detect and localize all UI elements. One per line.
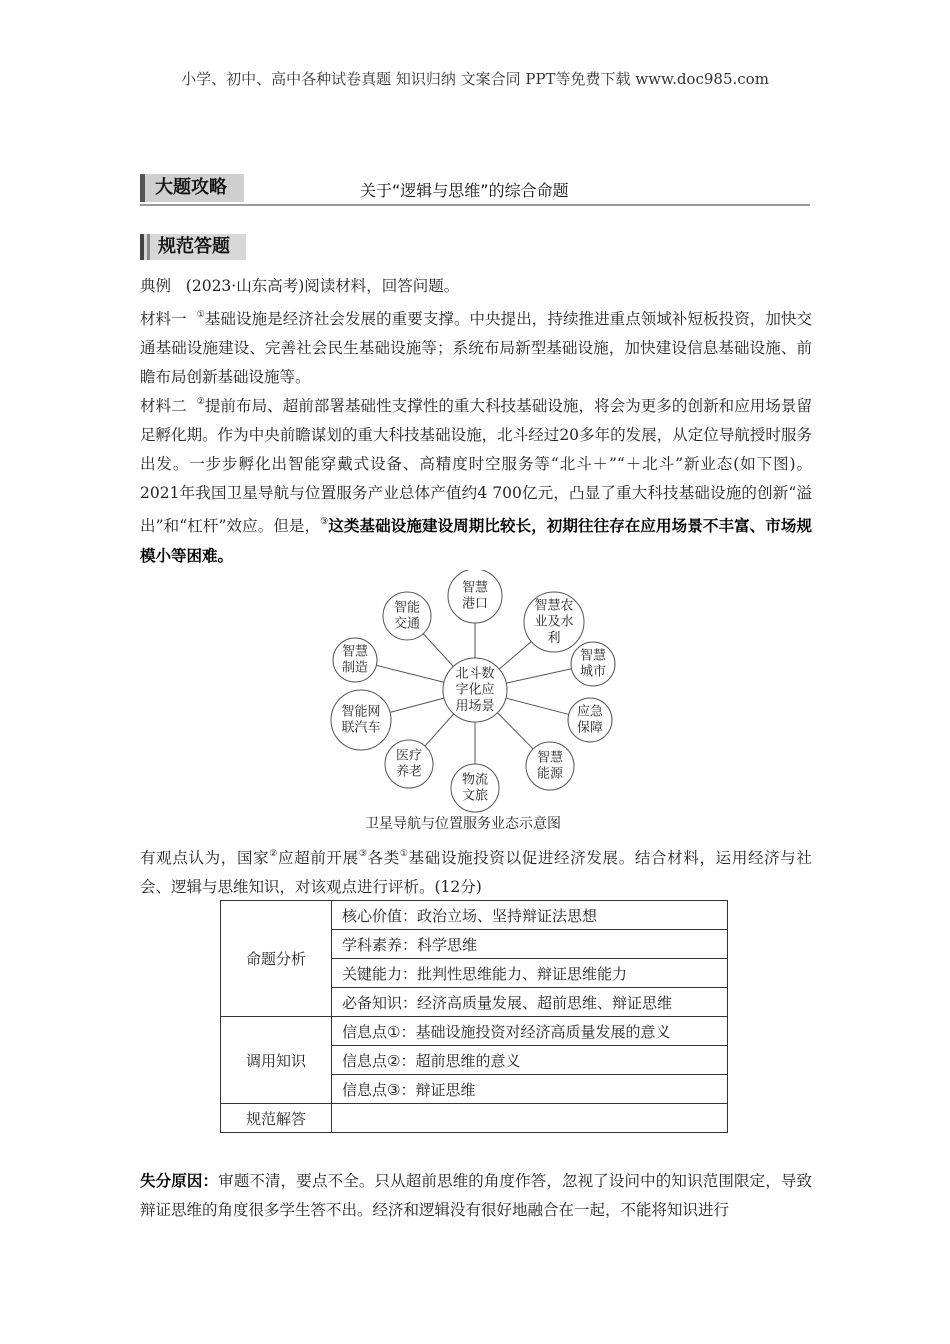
table-cell: [332, 1104, 728, 1133]
beidou-diagram: [325, 570, 625, 840]
diagram-node-label: 联汽车: [341, 720, 381, 736]
diagram-node-label: 利: [547, 630, 561, 646]
diagram-node-label: 港口: [461, 596, 489, 612]
diagram-node-label: 保障: [576, 720, 604, 736]
diagram-node: [333, 638, 377, 682]
category-cell: 命题分析: [221, 901, 332, 1017]
question-part-3: 各类: [367, 849, 400, 867]
table-cell: 核心价值：政治立场、坚持辩证法思想: [332, 901, 728, 930]
diagram-node-label: 智慧: [579, 648, 607, 664]
diagram-spoke: [506, 669, 571, 683]
material-two-text-2: 这类基础设施建设周期比较长，初期往往存在应用场景不丰富、市场规模小等困难。: [140, 516, 812, 565]
table-cell: 必备知识：经济高质量发展、超前思维、辩证思维: [332, 988, 728, 1017]
question-part-4: 基础设施投资以促进经济发展。结合材料，运用经济与社会、逻辑与思维知识，对该观点进行评析。(12分): [140, 849, 812, 896]
question-part-1: 有观点认为，国家: [140, 849, 270, 867]
failure-analysis: [140, 1166, 812, 1225]
mark-1: ①: [196, 310, 205, 320]
diagram-spoke: [425, 714, 454, 746]
diagram-spoke: [497, 713, 533, 749]
diagram-spoke: [390, 698, 444, 712]
diagram-node: [571, 642, 615, 686]
diagram-node-label: 智能: [393, 600, 421, 616]
category-cell: 规范解答: [221, 1104, 332, 1133]
subsection-header: [140, 234, 246, 260]
diagram-center: [443, 658, 507, 722]
table-row: [221, 1017, 728, 1046]
subsection-title: 规范答题: [158, 236, 230, 257]
question: [140, 840, 812, 902]
diagram-node: [448, 570, 502, 623]
diagram-node-label: 用场景: [455, 698, 495, 714]
diagram-node: [451, 764, 499, 812]
table-cell: 关键能力：批判性思维能力、辩证思维能力: [332, 959, 728, 988]
question-mark-2: ②: [269, 849, 279, 859]
material-two-text-1: 提前布局、超前部署基础性支撑性的重大科技基础设施，将会为更多的创新和应用场景留足孵化期。作为中央前瞻谋划的重大科技基础设施，北斗经过20多年的发展，从定位导航授时服务出发。一步步孵化出智能穿戴式设备、高精度时空服务等“北斗＋”“＋北斗”新业态(如下图)。2021年我国卫星导航与位置服务产业总体产值约4 700亿元，凸显了重大科技基础设施的创新“溢出”和“杠杆”效应。但是，: [140, 397, 812, 535]
diagram-node-label: 智能网: [341, 704, 381, 720]
diagram-node-label: 北斗数: [455, 666, 495, 682]
section-tag: 大题攻略: [140, 174, 244, 202]
material-one-label: 材料一: [140, 310, 187, 328]
diagram-node-label: 能源: [536, 766, 564, 782]
section-header: [140, 174, 810, 206]
mark-2: ②: [196, 397, 205, 407]
diagram-node-label: 物流: [461, 772, 489, 788]
material-one: [140, 301, 812, 392]
diagram-node-label: 智慧: [341, 644, 369, 660]
table-cell: 学科素养：科学思维: [332, 930, 728, 959]
table-cell: 信息点②：超前思维的意义: [332, 1046, 728, 1075]
example-line: [140, 272, 812, 301]
diagram-node-label: 智慧农: [534, 598, 574, 614]
analysis-table: [220, 900, 728, 1133]
diagram-node: [526, 742, 574, 790]
diagram-node: [524, 592, 584, 652]
mark-3: ③: [320, 517, 329, 527]
diagram-node-label: 养老: [395, 764, 423, 780]
question-mark-1: ①: [399, 849, 409, 859]
diagram-node-label: 应急: [576, 704, 604, 720]
material-two: [140, 388, 812, 571]
table-row: [221, 901, 728, 930]
diagram-node-label: 医疗: [395, 748, 423, 764]
diagram-node-label: 文旅: [461, 788, 489, 804]
question-mark-3: ③: [358, 849, 368, 859]
diagram-spoke: [376, 665, 444, 682]
material-two-label: 材料二: [140, 397, 187, 415]
failure-label: 失分原因：: [140, 1171, 219, 1190]
diagram-nodes: [331, 570, 615, 812]
table-cell: 信息点③：辩证思维: [332, 1075, 728, 1104]
failure-text: 审题不清，要点不全。只从超前思维的角度作答，忽视了设问中的知识范围限定，导致辩证思维的角度很多学生答不出。经济和逻辑没有很好地融合在一起，不能将知识进行: [140, 1172, 812, 1219]
example-source: (2023·山东高考)阅读材料，回答问题。: [185, 277, 460, 295]
diagram-node: [331, 690, 391, 750]
question-part-2: 应超前开展: [278, 849, 359, 867]
diagram-node: [383, 592, 431, 640]
diagram-node: [385, 740, 433, 788]
diagram-node-label: 智慧: [461, 580, 489, 596]
diagram-spoke: [506, 698, 569, 714]
diagram-node: [568, 698, 612, 742]
category-cell: 调用知识: [221, 1017, 332, 1104]
diagram-node-label: 智慧: [536, 750, 564, 766]
section-title: 关于“逻辑与思维”的综合命题: [360, 181, 569, 200]
diagram-node-label: 字化应: [455, 682, 495, 698]
diagram-node-label: 交通: [393, 616, 421, 632]
table-row: [221, 1104, 728, 1133]
diagram-node-label: 业及水: [534, 614, 574, 630]
example-label: 典例: [140, 277, 172, 295]
diagram-spoke: [499, 642, 531, 670]
material-one-text: 基础设施是经济社会发展的重要支撑。中央提出，持续推进重点领域补短板投资，加快交通基础设施建设、完善社会民生基础设施等；系统布局新型基础设施，加快建设信息基础设施、前瞻布局创新基础设施等。: [140, 310, 812, 386]
diagram-node-label: 城市: [579, 664, 607, 680]
diagram-node-label: 制造: [341, 660, 369, 676]
page-header: 小学、初中、高中各种试卷真题 知识归纳 文案合同 PPT等免费下载 www.doc985.com: [181, 70, 769, 88]
table-cell: 信息点①：基础设施投资对经济高质量发展的意义: [332, 1017, 728, 1046]
diagram-spoke: [423, 634, 453, 667]
diagram-caption: 卫星导航与位置服务业态示意图: [365, 816, 561, 832]
